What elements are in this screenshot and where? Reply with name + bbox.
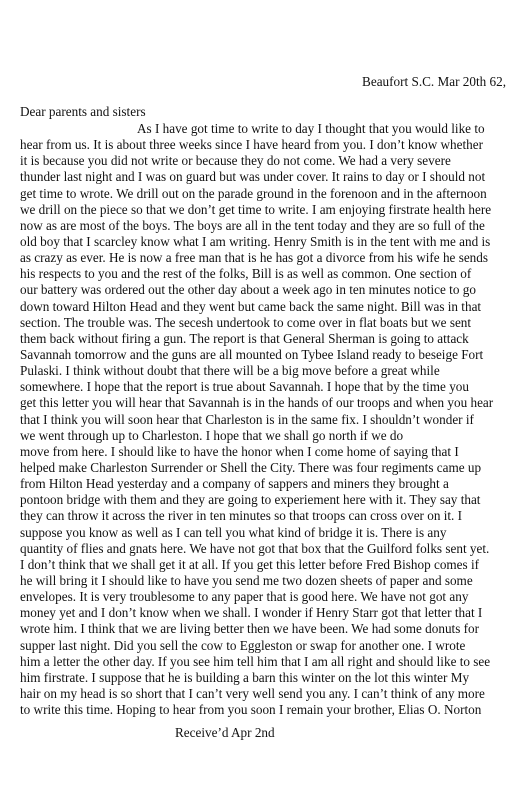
letter-line: that I think you will soon hear that Charleston is in the same fix. I shouldn’t wonder if [20, 411, 474, 427]
letter-line: I don’t think that we shall get it at all. If you get this letter before Fred Bishop comes if [20, 556, 480, 572]
letter-line: now as are most of the boys. The boys are all in the tent today and they are so full of the [20, 217, 485, 233]
letter-line: suppose you know as well as I can tell you what kind of bridge it is. There is any [20, 524, 447, 540]
letter-line: somewhere. I hope that the report is true about Savannah. I hope that by the time you [20, 379, 469, 395]
letter-line: hear from us. It is about three weeks since I have heard from you. I don’t know whether [20, 137, 484, 153]
letter-dateline: Beaufort S.C. Mar 20th 62, [362, 74, 506, 89]
letter-line: move from here. I should like to have the honor when I come home of saying that I [20, 443, 459, 459]
letter-line: from Hilton Head yesterday and a company of sappers and miners they brought a [20, 476, 449, 492]
letter-line: Savannah tomorrow and the guns are all mounted on Tybee Island ready to beseige Fort [20, 346, 484, 362]
received-note: Receive’d Apr 2nd [175, 725, 275, 740]
letter-line: quantity of flies and gnats here. We have not got that box that the Guilford folks sent yet. [20, 540, 490, 556]
letter-line: he will bring it I should like to have you send me two dozen sheets of paper and some [20, 572, 473, 588]
letter-line: envelopes. It is very troublesome to any paper that is good here. We have not got any [20, 589, 469, 605]
letter-line: section. The trouble was. The secesh undertook to come over in flat boats but we sent [20, 314, 472, 330]
letter-line: wrote him. I think that we are living better then we have been. We had some donuts for [20, 621, 480, 637]
letter-line: it is because you did not write or because they do not come. We had a very severe [20, 153, 451, 169]
letter-line: down toward Hilton Head and they went but came back the same night. Bill was in that [20, 298, 482, 314]
letter-line: supper last night. Did you sell the cow to Eggleston or swap for another one. I wrote [20, 637, 466, 653]
letter-line: As I have got time to write to day I thought that you would like to [137, 121, 485, 136]
letter-line: pontoon bridge with them and they are going to experiement here with it. They say that [20, 492, 481, 508]
letter-salutation: Dear parents and sisters [20, 104, 146, 119]
letter-line: they can throw it across the river in ten minutes so that troops can cross over on it. I [20, 508, 463, 524]
letter-body [20, 121, 510, 718]
letter-line: Pulaski. I think without doubt that there will be a big move before a great while [20, 363, 440, 379]
letter-line: as crazy as ever. He is now a free man that is he has got a divorce from his wife he sends [20, 250, 488, 266]
letter-line: helped make Charleston Surrender or Shell the City. There was four regiments came up [20, 459, 482, 475]
letter-line: hair on my head is so short that I can’t very well send you any. I can’t think of any more [20, 685, 485, 701]
letter-line: get this letter you will hear that Savannah is in the hands of our troops and when you hear [20, 395, 494, 411]
letter-line: his respects to you and the rest of the folks, Bill is as well as common. One section of [20, 266, 472, 282]
letter-line: we drill on the piece so that we don’t get time to write. I am enjoying firstrate health here [20, 201, 492, 217]
letter-line: old boy that I scarcley know what I am writing. Henry Smith is in the tent with me and is [20, 233, 491, 249]
letter-line: them back without firing a gun. The report is that General Sherman is going to attack [20, 330, 469, 346]
letter-line: money yet and I don’t know when we shall. I wonder if Henry Starr got that letter that I [20, 605, 483, 621]
letter-line: him firstrate. I suppose that he is building a barn this winter on the lot this winter My [20, 669, 470, 685]
letter-line: to write this time. Hoping to hear from you soon I remain your brother, Elias O. Norton [20, 702, 482, 718]
letter-line: get time to wrote. We drill out on the parade ground in the forenoon and in the afternoon [20, 185, 487, 201]
letter-line: him a letter the other day. If you see him tell him that I am all right and should like to see [20, 653, 491, 669]
letter-line: our battery was ordered out the other day about a week ago in ten minutes notice to go [20, 282, 476, 298]
letter-line: thunder last night and I was on guard but was under cover. It rains to day or I should not [20, 169, 486, 185]
letter-line: we went through up to Charleston. I hope that we shall go north if we do [20, 427, 404, 443]
